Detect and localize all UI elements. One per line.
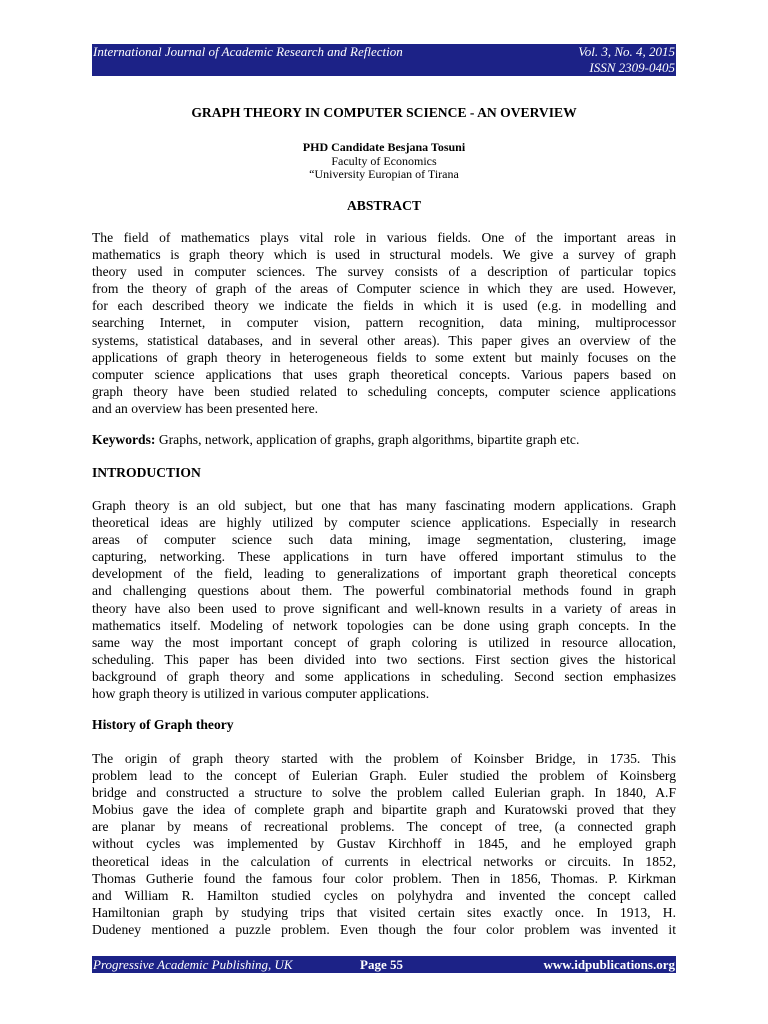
keywords-label: Keywords: [92,432,156,447]
history-line: problem lead to the concept of Eulerian Graph. Euler studied the problem of Koinsberg [92,768,676,784]
history-line: without cycles was implemented by Gustav Kirchhoff in 1845, and he employed graph [92,836,676,852]
intro-line: development of the field, leading to generalizations of important graph theoretical concepts [92,566,676,582]
history-line: are planar by means of recreational problems. The concept of tree, (a connected graph [92,819,676,835]
history-line: theoretical ideas in the calculation of currents in electrical networks or circuits. In 1852, [92,853,676,869]
abstract-line: from the theory of graph of the areas of Computer science in which they are used. However, [92,281,676,297]
author-university: “University Europian of Tirana [309,167,459,181]
keywords-text: Graphs, network, application of graphs, graph algorithms, bipartite graph etc. [155,432,580,447]
website-link[interactable]: www.idpublications.org [543,957,675,972]
intro-line: theoretical ideas are highly utilized by computer science applications. Especially in research [92,515,676,531]
abstract-line: for each described theory we indicate the fields in which it is used (e.g. in modelling and [92,298,676,314]
page-number: Page 55 [360,957,403,972]
keywords [92,431,676,448]
intro-line: how graph theory is utilized in various computer applications. [92,686,430,702]
header-bar-issn [92,60,676,76]
abstract-line: searching Internet, in computer vision, pattern recognition, data mining, multiprocessor [92,315,676,331]
abstract-line: The field of mathematics plays vital role in various fields. One of the important areas in [92,230,676,245]
intro-line: Graph theory is an old subject, but one that has many fascinating modern applications. Graph [92,498,676,513]
history-heading: History of Graph theory [92,717,234,732]
intro-line: and challenging questions about them. The powerful combinatorial methods found in graph [92,583,676,599]
abstract-line: and an overview has been presented here. [92,400,319,416]
header-bar [92,44,676,60]
publisher-name: Progressive Academic Publishing, UK [93,957,293,972]
volume-info: Vol. 3, No. 4, 2015 [578,44,675,59]
intro-line: same way the most important concept of graph coloring is utilized in resource allocation, [92,634,676,650]
history-line: bridge and constructed a structure to solve the problem called Eulerian graph. In 1840, A.F [92,785,676,801]
intro-line: capturing, networking. These applications in turn have offered important stimulus to the [92,549,676,565]
author-name: PHD Candidate Besjana Tosuni [302,140,466,154]
intro-line: scheduling. This paper has been divided into two sections. First section gives the historical [92,651,676,667]
abstract-heading: ABSTRACT [346,198,422,213]
history-line: Mobius gave the idea of complete graph and bipartite graph and Kuratowski proved that they [92,802,676,818]
intro-line: theory have also been used to prove significant and well-known results in a variety of areas in [92,600,676,616]
abstract-line: graph theory have been studied related to scheduling concepts, computer science applications [92,383,676,399]
footer-bar [92,956,676,973]
abstract-line: theory used in computer sciences. The survey consists of a description of particular topics [92,264,676,280]
intro-line: areas of computer science such data mining, image segmentation, clustering, image [92,532,676,548]
intro-line: background of graph theory and some applications in scheduling. Second section emphasizes [92,668,676,684]
introduction-text [92,497,676,702]
abstract-line: mathematics is graph theory which is used in structural models. We give a survey of graph [92,247,676,263]
issn: ISSN 2309-0405 [589,60,675,75]
history-line: Dudeney mentioned a puzzle problem. Even though the four color problem was invented it [92,921,676,937]
history-line: Thomas Gutherie found the famous four color problem. Then in 1856, Thomas. P. Kirkman [92,870,676,886]
intro-line: mathematics itself. Modeling of network topologies can be done using graph concepts. In the [92,617,676,633]
paper-title: GRAPH THEORY IN COMPUTER SCIENCE - AN OVERVIEW [191,105,577,120]
history-line: Hamiltonian graph by studying trips that visited certain sites exactly once. In 1913, H. [92,904,676,920]
history-line: and William R. Hamilton studied cycles on polyhydra and invented the concept called [92,887,676,903]
author-faculty: Faculty of Economics [331,154,437,168]
introduction-heading: INTRODUCTION [92,465,201,480]
abstract-text [92,229,676,417]
abstract-line: computer science applications that uses graph theoretical concepts. Various papers based on [92,366,676,382]
journal-name: International Journal of Academic Research and Reflection [93,44,403,59]
abstract-line: applications of graph theory in heterogeneous fields to some extent but mainly focuses on the [92,349,676,365]
abstract-line: systems, statistical databases, and in several other areas). This paper gives an overview of the [92,332,676,348]
history-text [92,750,676,938]
history-line: The origin of graph theory started with the problem of Koinsber Bridge, in 1735. This [92,751,676,766]
